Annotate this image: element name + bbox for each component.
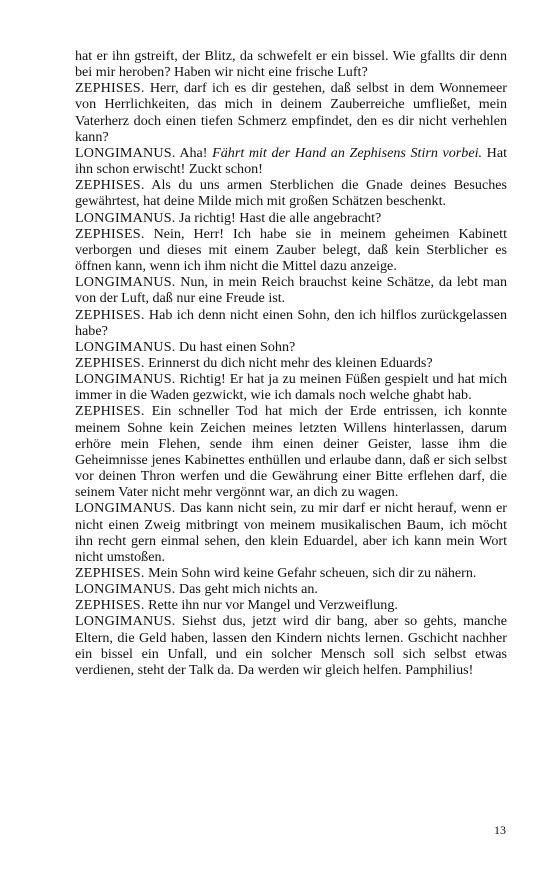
paragraph-7 (75, 274, 507, 306)
paragraph-12 (75, 403, 507, 500)
speaker-name: ZEPHISES. (75, 403, 145, 420)
speaker-name: LONGIMANUS. (75, 274, 176, 291)
paragraph-text: Herr, darf ich es dir gestehen, daß selbst in dem Wonnemeer von Herrlichkeiten, das mich in deinem Zauberreiche umfließet, mein Vaterherz doch einen tiefen Schmerz empfindet, den es dir nicht verhehlen kann? (75, 80, 507, 145)
paragraph-3 (75, 145, 507, 177)
paragraph-text: Du hast einen Sohn? (179, 338, 296, 355)
stage-direction: Fährt mit der Hand an Zephisens Stirn vorbei. (212, 144, 483, 161)
paragraph-text: Nun, in mein Reich brauchst keine Schätze, da lebt man von der Luft, daß nur eine Freude ist. (75, 274, 507, 307)
paragraph-2 (75, 80, 507, 145)
speaker-name: ZEPHISES. (75, 225, 145, 242)
speaker-name: LONGIMANUS. (75, 371, 176, 388)
speaker-name: ZEPHISES. (75, 80, 145, 97)
speaker-name: ZEPHISES. (75, 597, 145, 614)
paragraph-8 (75, 307, 507, 339)
paragraph-text: Aha! (179, 144, 208, 161)
paragraph-text: Nein, Herr! Ich habe sie in meinem geheimen Kabinett verborgen und dieses mit einem Zauber belegt, daß kein Sterblicher es öffnen kann, wenn ich ihm nicht die Mittel dazu anzeige. (75, 225, 507, 275)
paragraph-15 (75, 581, 507, 597)
paragraph-text: Richtig! Er hat ja zu meinen Füßen gespielt und hat mich immer in die Waden gezwickt, wie ich damals noch welche ghabt hab. (75, 371, 507, 404)
paragraph-text: Erinnerst du dich nicht mehr des kleinen Eduards? (148, 354, 433, 371)
speaker-name: ZEPHISES. (75, 177, 145, 194)
paragraph-text: Hab ich denn nicht einen Sohn, den ich hilflos zurückgelassen habe? (75, 306, 508, 339)
paragraph-text: Rette ihn nur vor Mangel und Verzweiflung. (148, 597, 398, 614)
speaker-name: LONGIMANUS. (75, 613, 176, 630)
speaker-name: ZEPHISES. (75, 306, 145, 323)
page-number: 13 (494, 823, 506, 837)
paragraph-4 (75, 177, 507, 209)
page-body (75, 48, 507, 678)
paragraph-9 (75, 339, 507, 355)
paragraph-text: Siehst dus, jetzt wird dir bang, aber so gehts, manche Eltern, die Geld haben, lassen den Kindern nichts lernen. Gschicht nachher ein bissel ein Unfall, und ein solcher Mensch soll sich selbst etwas verdienen, steht der Talk da. Da werden wir gleich helfen. Pamphilius! (75, 613, 507, 678)
paragraph-14 (75, 565, 507, 581)
speaker-name: LONGIMANUS. (75, 500, 176, 517)
paragraph-17 (75, 613, 507, 678)
paragraph-text: Als du uns armen Sterblichen die Gnade deines Besuches gewährtest, hat deine Milde mich mit großen Schätzen beschenkt. (75, 177, 508, 210)
paragraph-text: Ja richtig! Hast die alle angebracht? (179, 209, 382, 226)
paragraph-text: hat er ihn gstreift, der Blitz, da schwefelt er ein bissel. Wie gfallts dir denn bei mir heroben? Haben wir nicht eine frische Luft? (75, 48, 507, 81)
paragraph-6 (75, 226, 507, 274)
speaker-name: LONGIMANUS. (75, 144, 176, 161)
paragraph-13 (75, 500, 507, 565)
speaker-name: LONGIMANUS. (75, 338, 176, 355)
speaker-name: LONGIMANUS. (75, 581, 176, 598)
paragraph-16 (75, 597, 507, 613)
paragraph-11 (75, 371, 507, 403)
paragraph-text: Mein Sohn wird keine Gefahr scheuen, sich dir zu nähern. (148, 565, 477, 581)
speaker-name: ZEPHISES. (75, 354, 145, 371)
paragraph-text-after: Hat ihn schon erwischt! Zuckt schon! (75, 144, 508, 178)
paragraph-text: Das kann nicht sein, zu mir darf er nicht herauf, wenn er nicht einen Zweig mitbringt von meinem musikalischen Baum, ich möcht ihn recht gern einmal sehen, den klein Eduardel, aber ich kann mein Wort nicht umstoßen. (75, 500, 507, 565)
paragraph-text: Das geht mich nichts an. (179, 581, 318, 598)
paragraph-10 (75, 355, 507, 371)
speaker-name: LONGIMANUS. (75, 209, 176, 226)
paragraph-5 (75, 210, 507, 226)
paragraph-1 (75, 48, 507, 80)
speaker-name: ZEPHISES. (75, 565, 145, 581)
paragraph-text: Ein schneller Tod hat mich der Erde entrissen, ich konnte meinem Sohne kein Zeichen meines letzten Willens hinterlassen, darum erhöre mein Flehen, sende ihm einen deiner Geister, lasse ihm die Geheimnisse jenes Kabinettes enthüllen und erlaube dann, daß er sich selbst vor deinen Thron werfen und die Gewährung einer Bitte erflehen darf, die seinem Vater nicht mehr vergönnt war, an dich zu wagen. (75, 403, 507, 501)
